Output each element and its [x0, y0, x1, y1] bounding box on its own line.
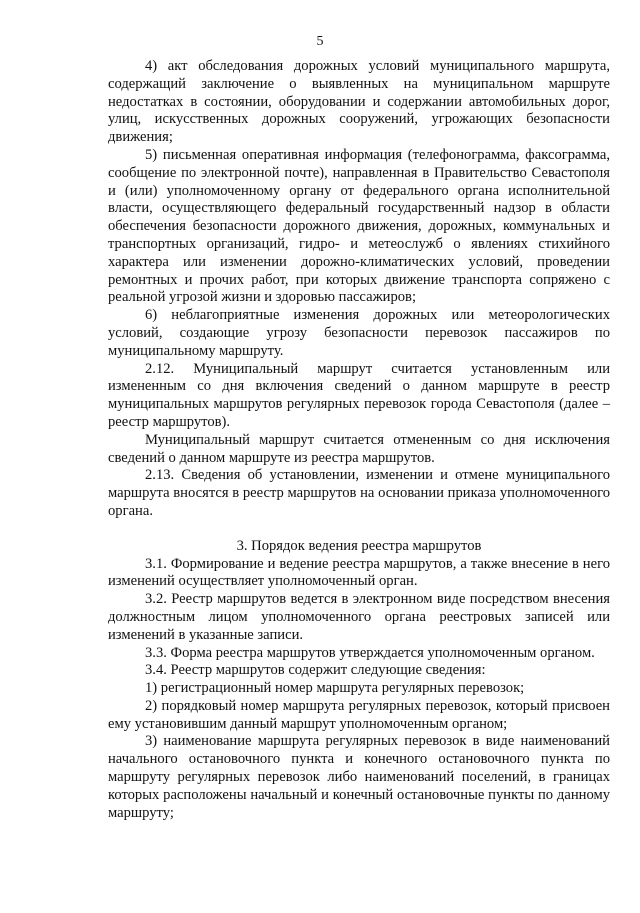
page-number: 5: [316, 34, 324, 49]
paragraph-3-2: 3.2. Реестр маршрутов ведется в электронном виде посредством внесения должностным лицом уполномоченного органа реестровых записей или изменений в указанные записи.: [108, 591, 610, 643]
list-item-2: 2) порядковый номер маршрута регулярных перевозок, который присвоен ему установившим данный маршрут уполномоченным органом;: [108, 697, 610, 732]
paragraph-3-4: 3.4. Реестр маршрутов содержит следующие сведения:: [145, 662, 486, 679]
paragraph-2-13: 2.13. Сведения об установлении, изменении и отмене муниципального маршрута вносятся в реестр маршрутов на основании приказа уполномоченного органа.: [108, 467, 610, 519]
paragraph-2-12: 2.12. Муниципальный маршрут считается установленным или измененным со дня включения сведений о данном маршруте в реестр муниципальных маршрутов регулярных перевозок города Севастополя (далее – реестр маршрутов).: [108, 360, 610, 430]
paragraph-3-3: 3.3. Форма реестра маршрутов утверждается уполномоченным органом.: [145, 644, 595, 661]
paragraph-item-4: 4) акт обследования дорожных условий муниципального маршрута, содержащий заключение о выявленных на муниципальном маршруте недостатках в состоянии, оборудовании и содержании автомобильных дорог, улиц, искусственных дорожных сооружений, угрожающих безопасности движения;: [108, 58, 610, 146]
document-body: [108, 58, 610, 822]
list-item-1: 1) регистрационный номер маршрута регулярных перевозок;: [145, 680, 525, 697]
list-item-3: 3) наименование маршрута регулярных перевозок в виде наименований начального остановочного пункта и конечного остановочного пункта по маршруту регулярных перевозок либо наименований поселений, в границах которых расположены начальный и конечный остановочные пункты по данному маршруту;: [108, 733, 610, 821]
paragraph-route-cancellation: Муниципальный маршрут считается отмененным со дня исключения сведений о данном маршруте из реестра маршрутов.: [108, 431, 610, 466]
paragraph-item-6: 6) неблагоприятные изменения дорожных или метеорологических условий, создающие угрозу безопасности перевозок пассажиров по муниципальному маршруту.: [108, 307, 610, 359]
paragraph-item-5: 5) письменная оперативная информация (телефонограмма, факсограмма, сообщение по электронной почте), направленная в Правительство Севастополя и (или) уполномоченному органу от федерального органа исполнительной власти, осуществляющего федеральный государственный надзор в области обеспечения безопасности дорожного движения, дорожных, коммунальных и транспортных организаций, гидро- и метеослужб о явлениях стихийного характера или изменении дорожно-климатических условий, проведении ремонтных и прочих работ, при которых движение транспорта сопряжено с реальной угрозой жизни и здоровью пассажиров;: [108, 146, 610, 306]
section-heading: 3. Порядок ведения реестра маршрутов: [236, 537, 482, 554]
paragraph-3-1: 3.1. Формирование и ведение реестра маршрутов, а также внесение в него изменений осуществляет уполномоченный орган.: [108, 555, 610, 590]
